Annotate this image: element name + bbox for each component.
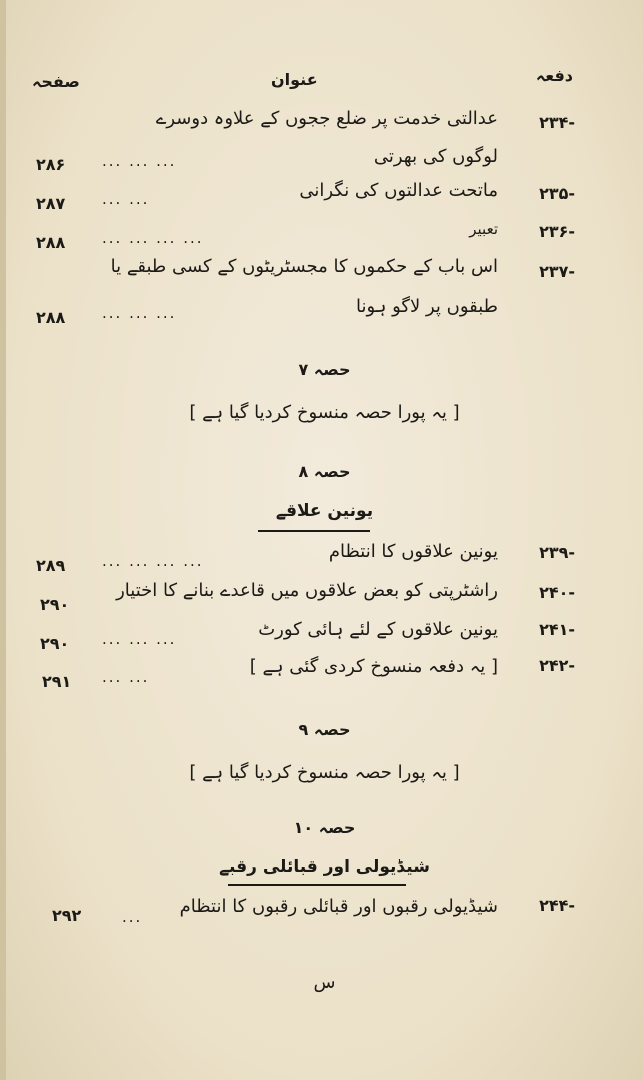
page-number: ۲۸۹ (36, 556, 66, 575)
part-heading: حصہ ۷ (298, 360, 351, 379)
entry-title: ماتحت عدالتوں کی نگرانی (299, 180, 498, 201)
entry-title-line2: لوگوں کی بھرتی (373, 146, 498, 167)
section-number: ۲۴۴- (539, 896, 575, 915)
section-number: ۲۳۷- (539, 262, 575, 281)
section-number: ۲۳۶- (539, 222, 575, 241)
entry-title: یونین علاقوں کے لئے ہائی کورٹ (258, 619, 498, 640)
part-subtitle: یونین علاقے (275, 501, 374, 521)
page-number: ۲۹۲ (52, 906, 82, 925)
entry-title-line1: اس باب کے حکموں کا مجسٹریٹوں کے کسی طبقے یا (110, 256, 498, 277)
subtitle-underline (258, 530, 370, 532)
leader-dots: ... (122, 908, 143, 926)
entry-title-line1: عدالتی خدمت پر ضلع ججوں کے علاوہ دوسرے (155, 108, 498, 129)
leader-dots: ... ... ... (102, 630, 177, 648)
leader-dots: ... ... (102, 190, 150, 208)
section-number: ۲۴۱- (539, 620, 575, 639)
page-number: ۲۸۶ (36, 155, 66, 174)
part-heading: حصہ ۹ (298, 720, 351, 739)
section-number: ۲۳۵- (539, 184, 575, 203)
column-header-section: دفعہ (535, 66, 573, 85)
part-heading: حصہ ۸ (298, 462, 351, 481)
page-number: ۲۹۰ (40, 634, 70, 653)
entry-title: شیڈیولی رقبوں اور قبائلی رقبوں کا انتظام (179, 896, 498, 917)
repeal-note: [ یہ پورا حصہ منسوخ کردیا گیا ہے ] (189, 402, 460, 423)
page-number: ۲۹۰ (40, 595, 70, 614)
page-signature: س (313, 972, 336, 993)
section-number: ۲۴۲- (539, 656, 575, 675)
page-number: ۲۸۸ (36, 233, 66, 252)
section-number: ۲۳۴- (539, 113, 575, 132)
entry-title: یونین علاقوں کا انتظام (328, 541, 498, 562)
subtitle-underline (228, 884, 406, 886)
section-number: ۲۳۹- (539, 543, 575, 562)
page-number: ۲۸۸ (36, 308, 66, 327)
repeal-note: [ یہ پورا حصہ منسوخ کردیا گیا ہے ] (189, 762, 460, 783)
leader-dots: ... ... ... ... (102, 229, 204, 247)
leader-dots: ... ... (102, 668, 150, 686)
page-number: ۲۸۷ (36, 194, 66, 213)
part-heading: حصہ ۱۰ (293, 818, 356, 837)
column-header-page: صفحہ (32, 72, 80, 91)
entry-title: [ یہ دفعہ منسوخ کردی گئی ہے ] (249, 656, 498, 677)
column-header-title: عنوان (271, 70, 318, 89)
part-subtitle: شیڈیولی اور قبائلی رقبے (219, 857, 430, 877)
leader-dots: ... ... ... (102, 152, 177, 170)
page-number: ۲۹۱ (42, 672, 72, 691)
leader-dots: ... ... ... (102, 304, 177, 322)
section-number: ۲۴۰- (539, 583, 575, 602)
entry-title: راشٹرپتی کو بعض علاقوں میں قاعدے بنانے کا اختیار (116, 580, 498, 601)
leader-dots: ... ... ... ... (102, 552, 204, 570)
entry-title-line2: طبقوں پر لاگو ہونا (356, 296, 498, 317)
entry-title: تعبیر (469, 220, 498, 238)
